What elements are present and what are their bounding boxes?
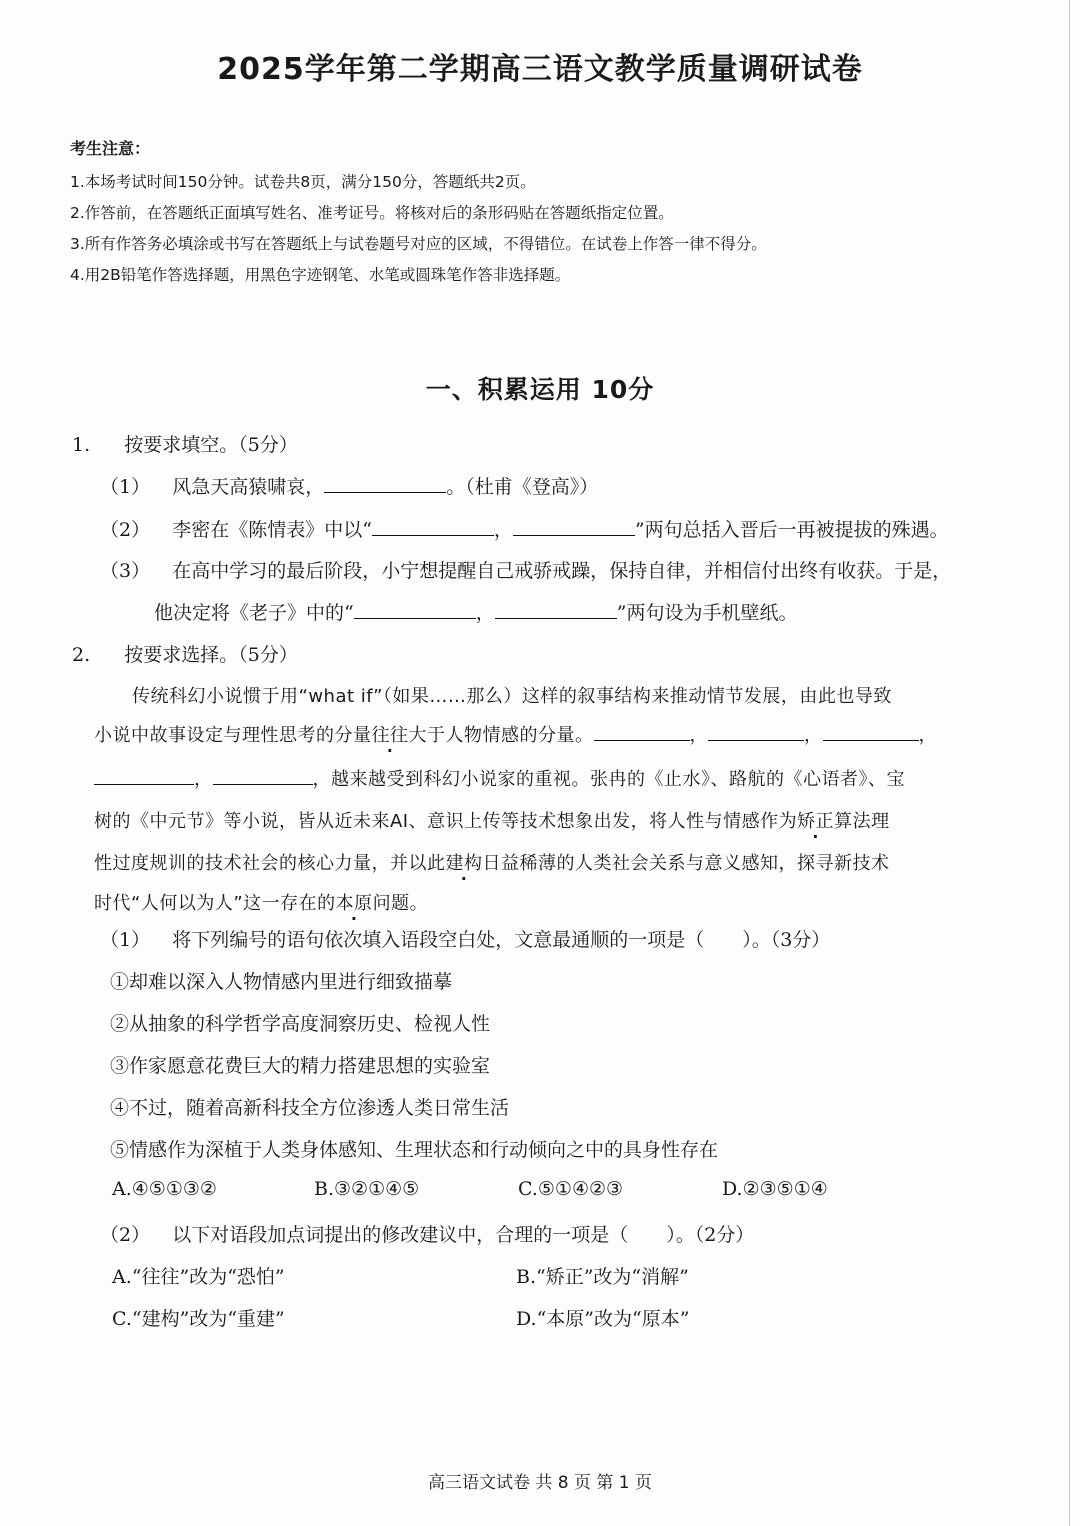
question-1-sub-1 bbox=[100, 472, 598, 499]
sub-text: 李密在《陈情表》中以“ bbox=[172, 519, 372, 541]
answer-blank[interactable] bbox=[495, 600, 617, 619]
passage-text: 树的《中元节》等小说，皆从近未来AI、意识上传等技术想象出发，将人性与情感作为 bbox=[94, 811, 798, 832]
answer-blank[interactable] bbox=[324, 474, 446, 493]
choice-option-b[interactable]: B.“矫正”改为“消解” bbox=[516, 1266, 689, 1288]
passage-blank bbox=[708, 722, 804, 741]
dotted-word: 矫正 bbox=[797, 811, 835, 832]
notice-item: 3.所有作答务必填涂或书写在答题纸上与试卷题号对应的区域，不得错位。在试卷上作答一律不得分。 bbox=[70, 235, 767, 253]
passage-text: ， bbox=[804, 725, 823, 746]
choice-option-d[interactable]: D.②③⑤①④ bbox=[722, 1178, 828, 1200]
passage-line bbox=[94, 765, 905, 791]
question-1-sub-3-line2 bbox=[154, 598, 797, 625]
page-footer: 高三语文试卷 共 8 页 第 1 页 bbox=[427, 1473, 653, 1493]
choice-option-c[interactable]: C.“建构”改为“重建” bbox=[112, 1308, 285, 1330]
sub-stem: 将下列编号的语句依次填入语段空白处，文意最通顺的一项是（ ）。（3分） bbox=[172, 929, 831, 951]
sentence-item: ⑤情感作为深植于人类身体感知、生理状态和行动倾向之中的具身性存在 bbox=[110, 1139, 719, 1161]
passage-line bbox=[94, 889, 428, 915]
question-number: 1. bbox=[72, 434, 91, 456]
notice-heading: 考生注意： bbox=[70, 139, 151, 158]
passage-text: 算法理 bbox=[834, 811, 890, 832]
passage-blank bbox=[94, 766, 194, 785]
sub-text: ， bbox=[475, 602, 495, 624]
sub-text: 在高中学习的最后阶段，小宁想提醒自己戒骄戒躁，保持自律，并相信付出终有收获。于是， bbox=[172, 560, 952, 582]
question-2-sub-1 bbox=[100, 925, 830, 952]
passage-blank bbox=[213, 766, 313, 785]
passage-blank bbox=[594, 722, 690, 741]
passage-text: ， bbox=[194, 769, 213, 790]
passage-line bbox=[94, 849, 890, 875]
choice-option-a[interactable]: A.“往往”改为“恐怕” bbox=[112, 1266, 285, 1288]
answer-blank[interactable] bbox=[513, 517, 635, 536]
sub-number: （1） bbox=[100, 476, 151, 498]
sub-number: （1） bbox=[100, 929, 151, 951]
answer-blank[interactable] bbox=[354, 600, 476, 619]
choice-option-c[interactable]: C.⑤①④②③ bbox=[518, 1178, 624, 1200]
candidate-notice bbox=[70, 136, 1030, 291]
question-1 bbox=[72, 430, 298, 457]
passage-text: 性过度规训的技术社会的核心力量，并以此 bbox=[94, 853, 446, 874]
passage-text: ， bbox=[918, 725, 937, 746]
sentence-item: ④不过，随着高新科技全方位渗透人类日常生活 bbox=[110, 1097, 510, 1119]
passage-line: 传统科幻小说惯于用“what if”（如果……那么）这样的叙事结构来推动情节发展，由此也导致 bbox=[132, 686, 892, 707]
sub-text: ”两句设为手机壁纸。 bbox=[616, 602, 798, 624]
question-number: 2. bbox=[72, 644, 91, 666]
choice-option-b[interactable]: B.③②①④⑤ bbox=[314, 1178, 420, 1200]
sub-stem: 以下对语段加点词提出的修改建议中，合理的一项是（ ）。（2分） bbox=[172, 1224, 755, 1246]
sub-text: ”两句总括入晋后一再被提拔的殊遇。 bbox=[634, 519, 949, 541]
passage-text: 问题。 bbox=[372, 893, 429, 914]
sentence-item: ①却难以深入人物情感内里进行细致描摹 bbox=[110, 971, 453, 993]
exam-title: 2025学年第二学期高三语文教学质量调研试卷 bbox=[217, 52, 863, 87]
passage-text: 小说中故事设定与理性思考的分量 bbox=[94, 725, 372, 746]
sub-text: ， bbox=[493, 519, 513, 541]
choice-option-a[interactable]: A.④⑤①③② bbox=[112, 1178, 217, 1200]
question-2 bbox=[72, 640, 298, 667]
question-2-sub-2 bbox=[100, 1220, 754, 1247]
answer-blank[interactable] bbox=[372, 517, 494, 536]
notice-item: 1.本场考试时间150分钟。试卷共8页，满分150分，答题纸共2页。 bbox=[70, 173, 536, 191]
sub-text: 风急天高猿啸哀， bbox=[172, 476, 325, 498]
passage-text: ， bbox=[689, 725, 708, 746]
passage-text: 日益稀薄的人类社会关系与意义感知，探寻新技术 bbox=[482, 853, 890, 874]
passage-blank bbox=[823, 722, 919, 741]
question-1-sub-3 bbox=[100, 556, 951, 583]
sub-number: （3） bbox=[100, 560, 151, 582]
question-stem: 按要求选择。（5分） bbox=[124, 644, 298, 666]
sub-number: （2） bbox=[100, 519, 151, 541]
section-title: 一、积累运用 10分 bbox=[425, 375, 655, 404]
question-1-sub-2 bbox=[100, 515, 949, 542]
passage-text: ，越来越受到科幻小说家的重视。张冉的《止水》、路航的《心语者》、宝 bbox=[312, 769, 905, 790]
dotted-word: 本原 bbox=[335, 893, 373, 914]
question-stem: 按要求填空。（5分） bbox=[124, 434, 298, 456]
passage-text: 时代“人何以为人”这一存在的 bbox=[94, 893, 336, 914]
sub-text: 。（杜甫《登高》） bbox=[446, 476, 599, 498]
dotted-word: 往往 bbox=[371, 725, 409, 746]
dotted-word: 建构 bbox=[445, 853, 483, 874]
choice-option-d[interactable]: D.“本原”改为“原本” bbox=[516, 1308, 690, 1330]
sub-text: 他决定将《老子》中的“ bbox=[154, 602, 354, 624]
notice-item: 4.用2B铅笔作答选择题，用黑色字迹钢笔、水笔或圆珠笔作答非选择题。 bbox=[70, 266, 571, 284]
passage-line bbox=[94, 721, 937, 747]
sentence-item: ②从抽象的科学哲学高度洞察历史、检视人性 bbox=[110, 1013, 491, 1035]
page-edge-divider bbox=[1069, 0, 1070, 1526]
passage-line bbox=[94, 807, 890, 833]
sub-number: （2） bbox=[100, 1224, 151, 1246]
passage-text: 大于人物情感的分量。 bbox=[408, 725, 594, 746]
notice-item: 2.作答前，在答题纸正面填写姓名、准考证号。将核对后的条形码贴在答题纸指定位置。 bbox=[70, 204, 674, 222]
sentence-item: ③作家愿意花费巨大的精力搭建思想的实验室 bbox=[110, 1055, 491, 1077]
